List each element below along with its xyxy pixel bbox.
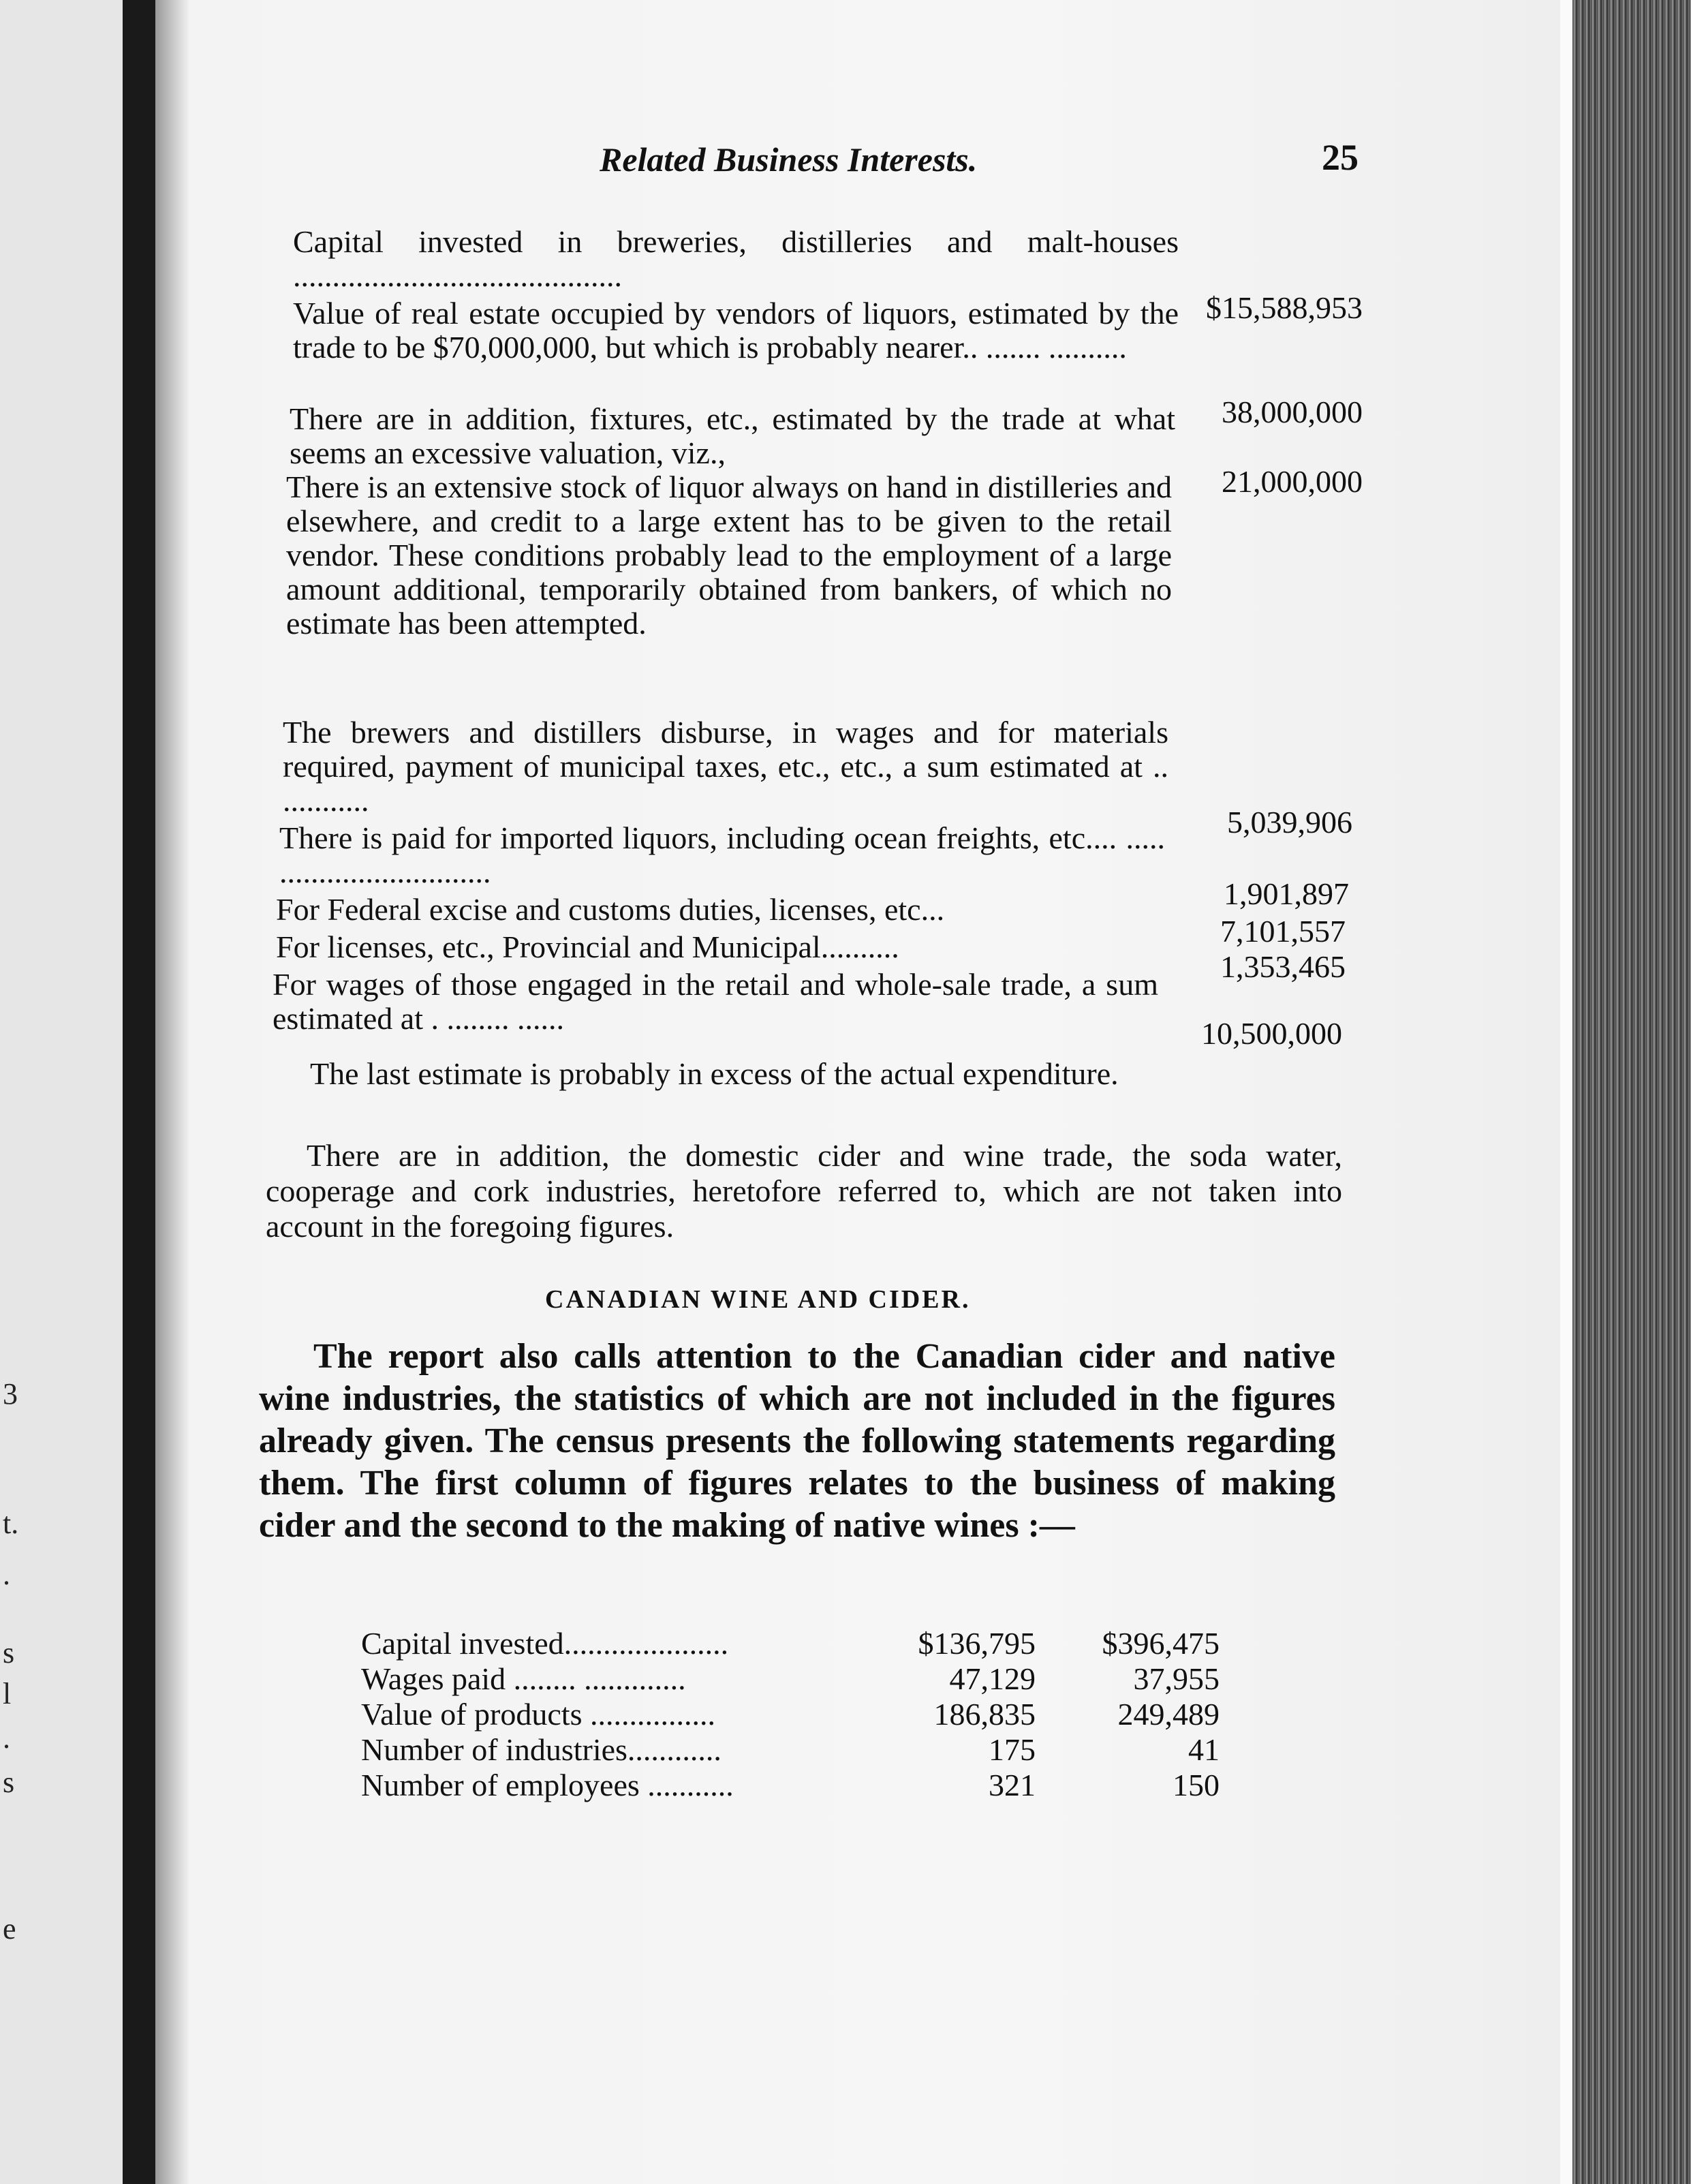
ledger-amount: 7,101,557 — [1220, 914, 1346, 949]
fragment-letter: e — [3, 1912, 16, 1945]
wine-value: 249,489 — [1117, 1697, 1220, 1732]
ledger-amount: 1,353,465 — [1220, 949, 1346, 984]
table-row — [361, 1625, 1315, 1661]
book-binding — [123, 0, 155, 2184]
cider-value: 186,835 — [933, 1697, 1036, 1732]
cider-value: 47,129 — [949, 1661, 1036, 1696]
ledger-entry: There are in addition, fixtures, etc., estimated by the trade at what seems an excessive valuation, viz., — [290, 401, 1175, 470]
gutter-shadow — [155, 0, 189, 2184]
ledger-entry: There is an extensive stock of liquor always on hand in distilleries and elsewhere, and credit to a large extent has to be given to the retail vendor. These conditions probably lead to the employment of a large amount additional, temporarily obtained from bankers, of which no estimate has been attempted. — [286, 470, 1172, 641]
table-row — [361, 1661, 1315, 1696]
fragment-letter: . — [3, 1558, 10, 1591]
paragraph: The last estimate is probably in excess of the actual expenditure. — [310, 1056, 1119, 1091]
facing-page-fragments — [0, 0, 27, 2184]
ledger-entry: The brewers and distillers disburse, in wages and for materials required, payment of municipal taxes, etc., etc., a sum estimated at .. ........... — [283, 715, 1168, 818]
ledger-entry: Value of real estate occupied by vendors of liquors, estimated by the trade to be $70,000,000, but which is probably nearer.. ....... .......... — [293, 296, 1179, 365]
fragment-letter: 3 — [3, 1377, 18, 1411]
table-row — [361, 1696, 1315, 1732]
page-number: 25 — [1322, 137, 1359, 178]
wine-value: 37,955 — [1133, 1661, 1220, 1696]
fragment-letter: . — [3, 1721, 10, 1755]
ledger-amount: 5,039,906 — [1227, 805, 1352, 840]
section-heading: CANADIAN WINE AND CIDER. — [545, 1285, 971, 1314]
ledger-entry: There is paid for imported liquors, including ocean freights, etc.... ..... ........................... — [279, 820, 1165, 889]
wine-value: $396,475 — [1102, 1626, 1220, 1661]
ledger-entry: For Federal excise and customs duties, licenses, etc... — [276, 892, 945, 927]
ledger-amount: 38,000,000 — [1222, 395, 1363, 429]
fragment-letter: s — [3, 1636, 15, 1670]
section-paragraph: The report also calls attention to the Canadian cider and native wine industries, the statistics of which are not included in the figures already given. The census presents the following statements regarding them. The first column of figures relates to the business of making cider and the second to the making of native wines :— — [259, 1337, 1335, 1545]
cider-value: 175 — [989, 1732, 1036, 1767]
cider-value: 321 — [989, 1768, 1036, 1802]
fragment-letter: t. — [3, 1507, 19, 1540]
ledger-entry: Capital invested in breweries, distilleries and malt-houses .......................................... — [293, 224, 1179, 293]
paragraph: There are in addition, the domestic cider and wine trade, the soda water, cooperage and cork industries, heretofore referred to, which are not taken into account in the foregoing figures. — [266, 1138, 1342, 1244]
cider-value: $136,795 — [918, 1626, 1036, 1661]
wine-value: 41 — [1188, 1732, 1220, 1767]
fragment-letter: l — [3, 1677, 12, 1710]
row-label: Value of products ................ — [361, 1697, 715, 1732]
ledger-amount: 1,901,897 — [1224, 876, 1349, 911]
stacked-page-edges — [1572, 0, 1691, 2184]
ledger-entry: For licenses, etc., Provincial and Municipal.......... — [276, 929, 899, 964]
row-label: Wages paid ........ ............. — [361, 1661, 686, 1696]
table-row — [361, 1732, 1315, 1767]
row-label: Number of industries............ — [361, 1732, 722, 1767]
ledger-amount: $15,588,953 — [1206, 290, 1363, 325]
running-title: Related Business Interests. — [600, 140, 978, 179]
ledger-amount: 10,500,000 — [1201, 1016, 1342, 1051]
row-label: Capital invested..................... — [361, 1626, 729, 1661]
row-label: Number of employees ........... — [361, 1768, 734, 1802]
ledger-entry: For wages of those engaged in the retail and whole-sale trade, a sum estimated at . ........ ...... — [273, 967, 1158, 1036]
ledger-amount: 21,000,000 — [1222, 464, 1363, 499]
table-row — [361, 1767, 1315, 1802]
fragment-letter: s — [3, 1766, 15, 1799]
wine-value: 150 — [1173, 1768, 1220, 1802]
